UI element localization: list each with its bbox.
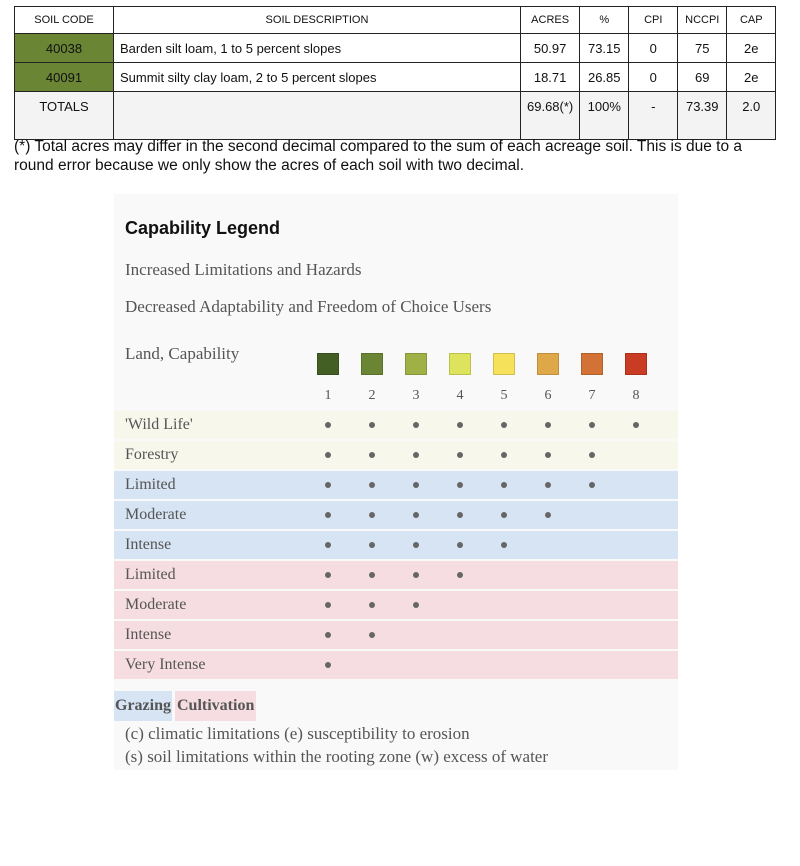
capability-dot-icon [545, 512, 551, 518]
soil-code-cell: 40038 [15, 34, 114, 63]
class-8-swatch [625, 353, 647, 375]
capability-row [114, 531, 678, 559]
class-4-swatch [449, 353, 471, 375]
capability-dot-icon [457, 572, 463, 578]
class-number-label: 6 [544, 388, 552, 403]
table-row [15, 63, 776, 92]
class-5-swatch [493, 353, 515, 375]
capability-rows [114, 411, 678, 681]
header-acres: ACRES [521, 7, 580, 34]
class-number-label: 7 [588, 388, 596, 403]
capability-dot-icon [369, 422, 375, 428]
capability-row [114, 651, 678, 679]
totals-cap: 2.0 [727, 92, 776, 140]
capability-dot-icon [501, 452, 507, 458]
capability-dot-icon [501, 542, 507, 548]
capability-row [114, 441, 678, 469]
capability-dot-icon [457, 542, 463, 548]
grazing-key: Grazing [114, 691, 172, 721]
capability-dot-icon [325, 572, 331, 578]
legend-subtitle-limitations: Increased Limitations and Hazards [125, 260, 362, 279]
capability-dot-icon [501, 512, 507, 518]
limitation-note-2: (s) soil limitations within the rooting zone (w) excess of water [125, 747, 549, 766]
table-header-row [15, 7, 776, 34]
capability-row [114, 561, 678, 589]
capability-dot-icon [325, 662, 331, 668]
capability-dot-icon [325, 602, 331, 608]
capability-dot-icon [325, 512, 331, 518]
capability-row [114, 621, 678, 649]
capability-dot-icon [325, 452, 331, 458]
nccpi-cell: 75 [678, 34, 727, 63]
capability-dot-icon [413, 422, 419, 428]
totals-percent: 100% [580, 92, 629, 140]
class-1-swatch [317, 353, 339, 375]
header-soil-code: SOIL CODE [15, 7, 114, 34]
class-6-swatch [537, 353, 559, 375]
capability-row-label: Moderate [125, 506, 187, 523]
capability-row-label: Very Intense [125, 656, 206, 673]
capability-dot-icon [325, 482, 331, 488]
totals-nccpi: 73.39 [678, 92, 727, 140]
class-number-label: 4 [456, 388, 464, 403]
capability-row [114, 411, 678, 439]
header-cpi: CPI [629, 7, 678, 34]
capability-row-label: Intense [125, 536, 172, 553]
capability-dot-icon [457, 422, 463, 428]
acres-footnote: (*) Total acres may differ in the second decimal compared to the sum of each acreage soil. This is due to a round error because we only show the acres of each soil with two decimal. [14, 138, 743, 174]
class-number-label: 1 [324, 388, 332, 403]
capability-row-label: Intense [125, 626, 172, 643]
totals-cpi: - [629, 92, 678, 140]
capability-row-label: Limited [125, 566, 176, 583]
soil-description-cell: Barden silt loam, 1 to 5 percent slopes [114, 34, 521, 63]
capability-dot-icon [413, 482, 419, 488]
legend-title: Capability Legend [125, 218, 281, 238]
table-row [15, 34, 776, 63]
cap-cell: 2e [727, 63, 776, 92]
capability-dot-icon [413, 512, 419, 518]
capability-dot-icon [369, 512, 375, 518]
capability-dot-icon [369, 632, 375, 638]
capability-dot-icon [501, 422, 507, 428]
capability-dot-icon [413, 602, 419, 608]
capability-dot-icon [413, 542, 419, 548]
capability-dot-icon [325, 632, 331, 638]
capability-row [114, 471, 678, 499]
capability-row [114, 501, 678, 529]
header-nccpi: NCCPI [678, 7, 727, 34]
class-number-label: 8 [632, 388, 640, 403]
capability-dot-icon [633, 422, 639, 428]
capability-dot-icon [457, 482, 463, 488]
capability-dot-icon [589, 452, 595, 458]
header-cap: CAP [727, 7, 776, 34]
capability-dot-icon [369, 482, 375, 488]
soil-table [14, 6, 776, 140]
capability-dot-icon [545, 452, 551, 458]
soil-code-cell: 40091 [15, 63, 114, 92]
percent-cell: 26.85 [580, 63, 629, 92]
capability-dot-icon [457, 452, 463, 458]
capability-dot-icon [589, 482, 595, 488]
cpi-cell: 0 [629, 34, 678, 63]
header-soil-description: SOIL DESCRIPTION [114, 7, 521, 34]
capability-dot-icon [325, 542, 331, 548]
capability-legend [114, 194, 678, 770]
land-capability-label: Land, Capability [125, 344, 240, 363]
header-percent: % [580, 7, 629, 34]
capability-dot-icon [545, 422, 551, 428]
capability-row [114, 591, 678, 619]
capability-dot-icon [413, 452, 419, 458]
capability-dot-icon [457, 512, 463, 518]
class-3-swatch [405, 353, 427, 375]
cultivation-key: Cultivation [175, 691, 256, 721]
capability-dot-icon [325, 422, 331, 428]
capability-dot-icon [589, 422, 595, 428]
capability-dot-icon [369, 542, 375, 548]
totals-acres: 69.68(*) [521, 92, 580, 140]
capability-dot-icon [413, 572, 419, 578]
capability-dot-icon [369, 452, 375, 458]
cpi-cell: 0 [629, 63, 678, 92]
capability-row-label: Limited [125, 476, 176, 493]
legend-subtitle-adaptability: Decreased Adaptability and Freedom of Choice Users [125, 297, 492, 316]
totals-row [15, 92, 776, 140]
totals-description [114, 92, 521, 140]
class-number-label: 3 [412, 388, 420, 403]
capability-dot-icon [369, 572, 375, 578]
nccpi-cell: 69 [678, 63, 727, 92]
acres-cell: 50.97 [521, 34, 580, 63]
capability-row-label: Forestry [125, 446, 179, 463]
class-2-swatch [361, 353, 383, 375]
class-number-label: 5 [500, 388, 508, 403]
totals-label: TOTALS [15, 92, 114, 140]
cap-cell: 2e [727, 34, 776, 63]
capability-dot-icon [369, 602, 375, 608]
class-number-label: 2 [368, 388, 376, 403]
capability-row-label: 'Wild Life' [125, 416, 193, 433]
percent-cell: 73.15 [580, 34, 629, 63]
acres-cell: 18.71 [521, 63, 580, 92]
capability-row-label: Moderate [125, 596, 187, 613]
class-7-swatch [581, 353, 603, 375]
capability-dot-icon [501, 482, 507, 488]
capability-dot-icon [545, 482, 551, 488]
soil-description-cell: Summit silty clay loam, 2 to 5 percent slopes [114, 63, 521, 92]
limitation-note-1: (c) climatic limitations (e) susceptibility to erosion [125, 724, 470, 743]
